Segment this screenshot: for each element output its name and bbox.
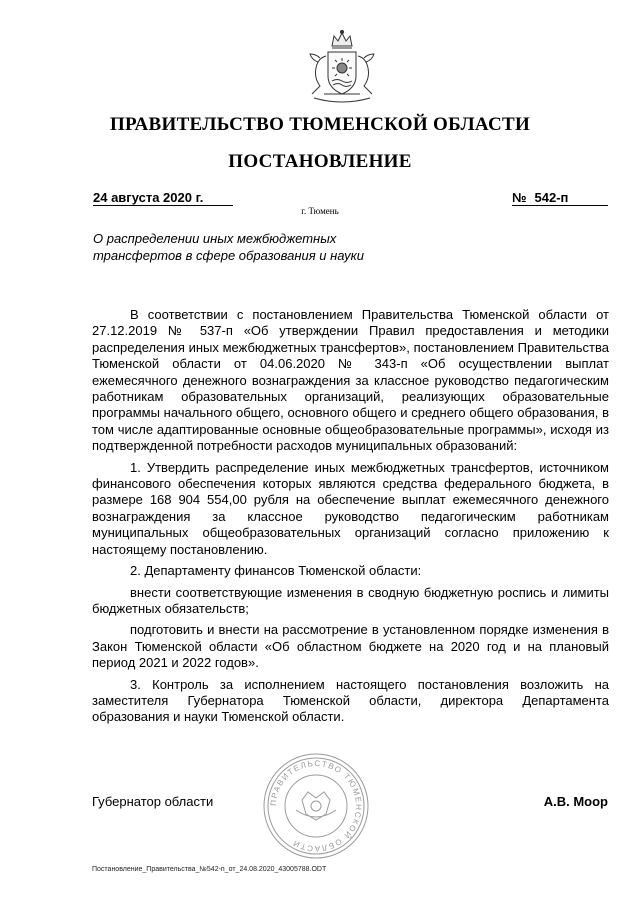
- svg-text:ПРАВИТЕЛЬСТВО ТЮМЕНСКОЙ ОБЛАСТ: ПРАВИТЕЛЬСТВО ТЮМЕНСКОЙ ОБЛАСТИ: [268, 758, 364, 854]
- city-label: г. Тюмень: [301, 206, 339, 216]
- number-sign: №: [512, 190, 527, 205]
- subject-line-1: О распределении иных межбюджетных: [93, 231, 337, 246]
- document-number: 542-п: [534, 190, 569, 205]
- document-subject: [93, 230, 413, 264]
- coat-of-arms-icon: [304, 28, 380, 106]
- document-date: 24 августа 2020 г.: [93, 190, 233, 206]
- organization-title: ПРАВИТЕЛЬСТВО ТЮМЕНСКОЙ ОБЛАСТИ: [109, 114, 531, 135]
- item-2a-paragraph: внести соответствующие изменения в сводную бюджетную роспись и лимиты бюджетных обязательств;: [92, 584, 609, 616]
- footer-filename: Постановление_Правительства_№542-п_от_24.08.2020_43005788.ODT: [92, 866, 327, 873]
- item-3-paragraph: 3. Контроль за исполнением настоящего постановления возложить на заместителя Губернатора Тюменской области, директора Департамента образования и науки Тюменской области.: [92, 676, 609, 725]
- document-body: [92, 307, 609, 726]
- signer-position: Губернатор области: [92, 794, 214, 809]
- item-1-paragraph: 1. Утвердить распределение иных межбюджетных трансфертов, источником финансового обеспечения которых являются средства федерального бюджета, в размере 168 904 554,00 рубля на обеспечение выплат ежемесячного денежного вознаграждения за классное руководство педагогическим работникам муниципальных общеобразовательных организаций согласно приложению к настоящему постановлению.: [92, 459, 609, 557]
- document-number-field: [512, 190, 608, 206]
- preamble-paragraph: В соответствии с постановлением Правительства Тюменской области от 27.12.2019 № 537-п «Об утверждении Правил предоставления и методики распределения иных межбюджетных трансфертов», постановлением Правительства Тюменской области от 04.06.2020 № 343-п «Об осуществлении выплат ежемесячного денежного вознаграждения за классное руководство педагогическим работникам образовательных организаций, реализующих образовательные программы начального общего, основного общего и среднего общего образования, в том числе адаптированные основные общеобразовательные программы», исходя из подтвержденной потребности расходов муниципальных образований:: [92, 307, 609, 454]
- round-seal-icon: [262, 752, 370, 860]
- signer-name: А.В. Моор: [543, 794, 608, 809]
- item-2b-paragraph: подготовить и внести на рассмотрение в установленном порядке изменения в Закон Тюменской области «Об областном бюджете на 2020 год и на плановый период 2021 и 2022 годов».: [92, 622, 609, 671]
- document-type: ПОСТАНОВЛЕНИЕ: [228, 151, 412, 172]
- subject-line-2: трансфертов в сфере образования и науки: [93, 248, 364, 263]
- item-2-paragraph: 2. Департаменту финансов Тюменской области:: [130, 563, 422, 579]
